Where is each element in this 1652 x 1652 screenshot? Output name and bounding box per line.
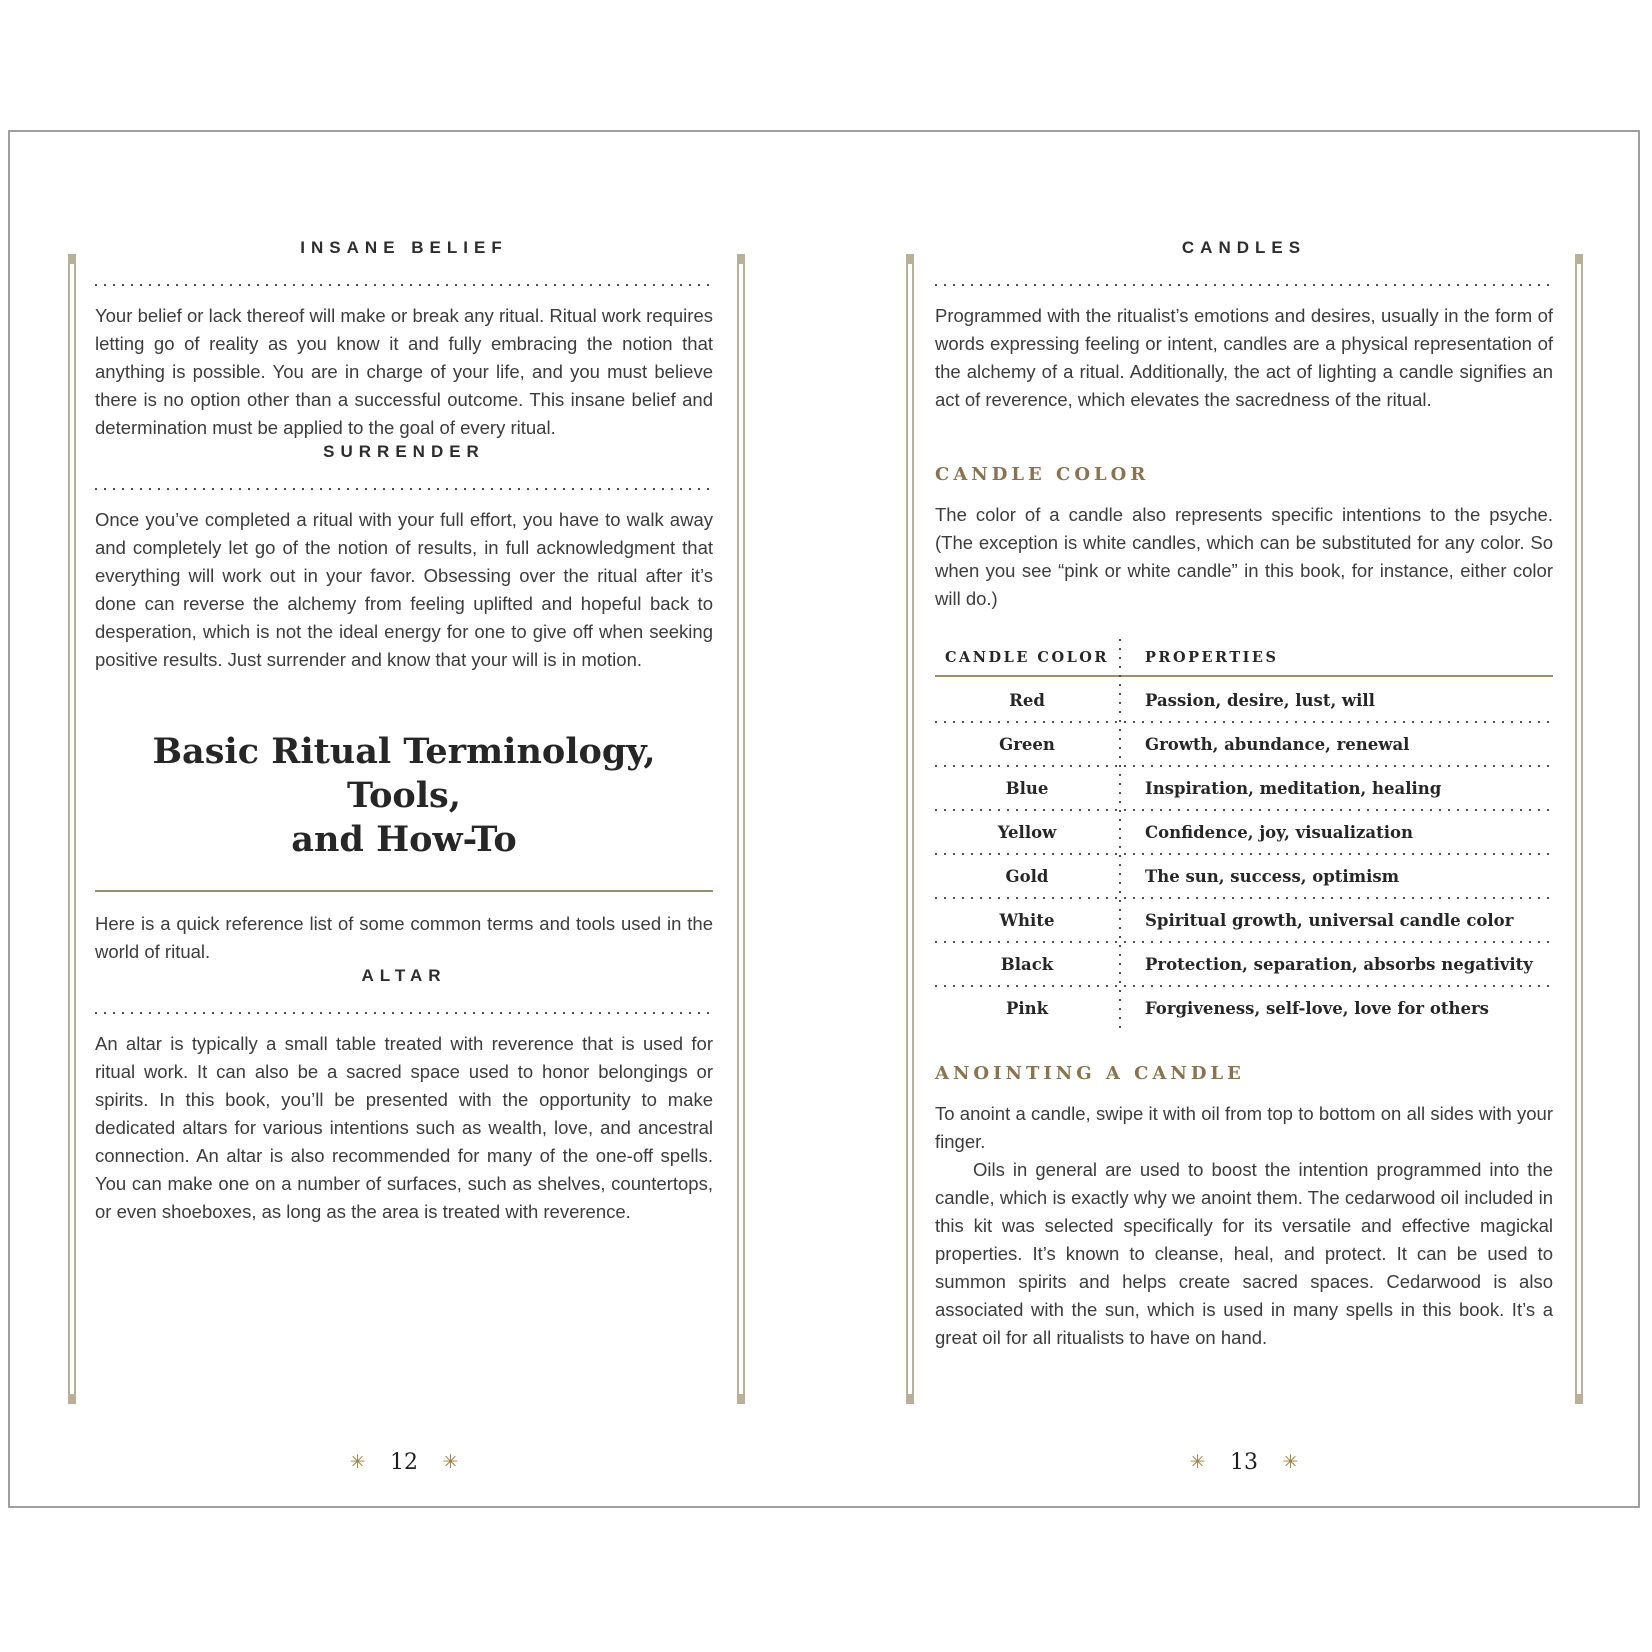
cell-properties: Protection, separation, absorbs negativity <box>1145 954 1533 974</box>
page-footer-right <box>935 1450 1553 1475</box>
chapter-intro-paragraph: Here is a quick reference list of some common terms and tools used in the world of ritual. <box>95 913 713 962</box>
insane-belief-paragraph: Your belief or lack thereof will make or break any ritual. Ritual work requires letting go of reality as you know it and fully embracing the notion that anything is possible. You are in charge of your life, and you must believe there is no option other than a successful outcome. This insane belief and determination must be applied to the goal of every ritual. <box>95 305 713 438</box>
left-page-left-ornament-rule <box>68 254 76 1404</box>
cell-properties: Forgiveness, self-love, love for others <box>1145 998 1489 1018</box>
left-page-right-ornament-rule <box>737 254 745 1404</box>
cell-color: Black <box>1000 954 1054 974</box>
candle-color-table <box>935 643 1553 1029</box>
page-left <box>95 238 713 1475</box>
anointing-paragraph-2: Oils in general are used to boost the intention programmed into the candle, which is exactly why we anoint them. The cedarwood oil included in this kit was selected specifically for its versatile and effective magickal properties. It’s known to cleanse, heal, and protect. It can be used to summon spirits and helps create sacred spaces. Cedarwood is also associated with the sun, which is used in many spells in this book. It’s a great oil for all ritualists to have on hand. <box>935 1159 1553 1348</box>
table-column-separator <box>1119 639 1121 1029</box>
table-header-row <box>935 643 1553 671</box>
table-row <box>935 723 1553 765</box>
section-heading-altar: ALTAR <box>361 966 447 985</box>
cell-properties: Growth, abundance, renewal <box>1145 734 1410 754</box>
cell-color: Pink <box>1005 998 1049 1018</box>
cell-properties: The sun, success, optimism <box>1145 866 1400 886</box>
dotted-rule <box>935 284 1553 286</box>
dotted-rule <box>95 488 713 490</box>
star-icon: ✳ <box>442 1452 459 1473</box>
table-row <box>935 855 1553 897</box>
page-footer-left <box>95 1450 713 1475</box>
candles-paragraph: Programmed with the ritualist’s emotions and desires, usually in the form of words expressing feeling or intent, candles are a physical representation of the alchemy of a ritual. Additionally, the act of lighting a candle signifies an act of reverence, which elevates the sacredness of the ritual. <box>935 305 1553 410</box>
right-page-left-ornament-rule <box>906 254 914 1404</box>
table-header-candle-color: CANDLE COLOR <box>945 648 1109 666</box>
chapter-title-line1: Basic Ritual Terminology, Tools, <box>152 731 656 816</box>
table-row <box>935 679 1553 721</box>
cell-color: Gold <box>1005 866 1049 886</box>
cell-color: Yellow <box>997 822 1057 842</box>
cell-color: Green <box>999 734 1055 754</box>
star-icon: ✳ <box>1282 1452 1299 1473</box>
section-heading-candles: CANDLES <box>1181 238 1307 257</box>
chapter-title-rule <box>95 890 713 892</box>
dotted-rule <box>95 284 713 286</box>
cell-properties: Confidence, joy, visualization <box>1145 822 1413 842</box>
page-number-left: 12 <box>390 1450 418 1475</box>
chapter-title <box>95 730 713 862</box>
section-heading-insane-belief: INSANE BELIEF <box>300 238 508 257</box>
cell-color: Blue <box>1005 778 1049 798</box>
cell-properties: Inspiration, meditation, healing <box>1145 778 1442 798</box>
table-header-properties: PROPERTIES <box>1145 648 1279 666</box>
surrender-paragraph: Once you’ve completed a ritual with your full effort, you have to walk away and completely let go of the notion of results, in full acknowledgment that everything will work out in your favor. Obsessing over the ritual after it’s done can reverse the alchemy from feeling uplifted and hopeful back to desperation, which is not the ideal energy for one to give off when seeking positive results. Just surrender and know that your will is in motion. <box>95 509 713 670</box>
table-row <box>935 811 1553 853</box>
right-page-right-ornament-rule <box>1575 254 1583 1404</box>
page-number-right: 13 <box>1230 1450 1258 1475</box>
section-heading-surrender: SURRENDER <box>323 442 485 461</box>
subheading-anointing-a-candle: ANOINTING A CANDLE <box>935 1063 1245 1084</box>
cell-color: Red <box>1009 690 1045 710</box>
cell-properties: Spiritual growth, universal candle color <box>1145 910 1514 930</box>
dotted-rule <box>95 1012 713 1014</box>
chapter-title-line2: and How-To <box>291 819 517 860</box>
table-row <box>935 767 1553 809</box>
cell-properties: Passion, desire, lust, will <box>1145 690 1375 710</box>
star-icon: ✳ <box>1189 1452 1206 1473</box>
candle-color-paragraph: The color of a candle also represents specific intentions to the psyche. (The exception is white candles, which can be substituted for any color. So when you see “pink or white candle” in this book, for instance, either color will do.) <box>935 504 1553 609</box>
star-icon: ✳ <box>349 1452 366 1473</box>
page-right <box>935 238 1553 1475</box>
subheading-candle-color: CANDLE COLOR <box>935 464 1150 485</box>
anointing-paragraph-1: To anoint a candle, swipe it with oil from top to bottom on all sides with your finger. <box>935 1103 1553 1152</box>
table-row <box>935 943 1553 985</box>
table-header-rule <box>935 675 1553 677</box>
table-row <box>935 987 1553 1029</box>
cell-color: White <box>999 910 1055 930</box>
table-row <box>935 899 1553 941</box>
altar-paragraph: An altar is typically a small table treated with reverence that is used for ritual work. It can also be a sacred space used to honor belongings or spirits. In this book, you’ll be presented with the opportunity to make dedicated altars for various intentions such as wealth, love, and ancestral connection. An altar is also recommended for many of the one-off spells. You can make one on a number of surfaces, such as shelves, countertops, or even shoeboxes, as long as the area is treated with reverence. <box>95 1033 713 1222</box>
